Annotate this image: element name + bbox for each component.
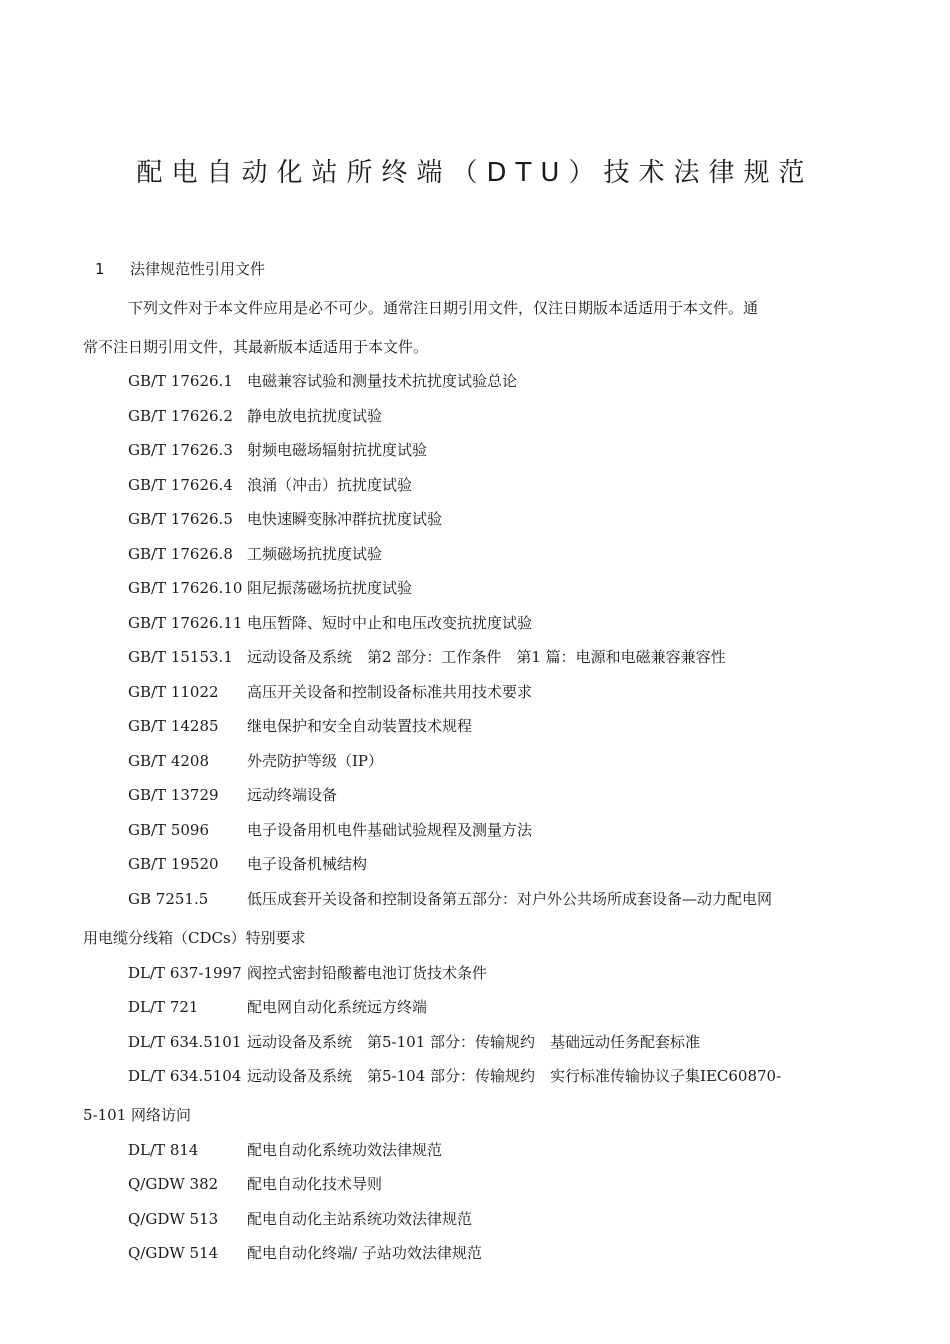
reference-title: 配电自动化系统功效法律规范 [247,1141,443,1159]
reference-item [128,1139,442,1160]
reference-item [128,962,487,983]
reference-title: 静电放电抗扰度试验 [247,407,383,425]
section-title: 法律规范性引用文件 [130,260,266,278]
reference-code: GB/T 17626.3 [128,441,233,459]
section-heading [95,258,265,279]
reference-item [128,996,427,1017]
document-title: 配电自动化站所终端（DTU）技术法律规范 [136,158,814,188]
reference-code: GB/T 17626.10 [128,579,243,597]
reference-title: 继电保护和安全自动装置技术规程 [247,717,473,735]
reference-code: DL/T 634.5101 [128,1033,242,1051]
reference-code: GB/T 11022 [128,683,219,701]
reference-code: DL/T 637-1997 [128,964,242,982]
reference-code: GB/T 17626.11 [128,614,243,632]
reference-title: 浪涌（冲击）抗扰度试验 [247,476,413,494]
reference-item [128,508,442,529]
reference-title: 远动终端设备 [247,786,338,804]
reference-title: 阀控式密封铅酸蓄电池订货技术条件 [247,964,488,982]
reference-item [128,1031,700,1052]
reference-title: 配电自动化主站系统功效法律规范 [247,1210,473,1228]
reference-item [128,853,367,874]
reference-title: 电压暂降、短时中止和电压改变抗扰度试验 [247,614,533,632]
reference-item [128,681,532,702]
reference-code: GB/T 4208 [128,752,210,770]
reference-code: GB/T 5096 [128,821,210,839]
reference-code: Q/GDW 382 [128,1175,219,1193]
reference-title: 电快速瞬变脉冲群抗扰度试验 [247,510,443,528]
reference-item [128,1242,482,1263]
reference-item [128,819,532,840]
reference-code: GB/T 17626.8 [128,545,233,563]
reference-item [128,1065,781,1086]
intro-paragraph-line-2: 常不注日期引用文件，其最新版本适适用于本文件。 [83,338,429,356]
reference-continuation: 5-101 网络访问 [83,1106,192,1124]
reference-item [128,405,382,426]
reference-title: 外壳防护等级（IP） [247,752,384,770]
reference-title: 配电自动化技术导则 [247,1175,383,1193]
reference-title: 远动设备及系统 第5-104 部分：传输规约 实行标准传输协议子集IEC60870- [247,1067,782,1085]
reference-item [128,715,472,736]
reference-code: GB/T 17626.1 [128,372,233,390]
reference-item [128,784,337,805]
reference-code: GB/T 19520 [128,855,219,873]
reference-continuation: 用电缆分线箱（CDCs）特别要求 [83,929,306,947]
reference-code: GB 7251.5 [128,890,209,908]
reference-title: 远动设备及系统 第2 部分：工作条件 第1 篇：电源和电磁兼容兼容性 [247,648,726,666]
reference-code: Q/GDW 514 [128,1244,219,1262]
reference-code: DL/T 721 [128,998,199,1016]
reference-title: 电子设备机械结构 [247,855,368,873]
reference-item [128,543,382,564]
reference-item [128,474,412,495]
reference-title: 高压开关设备和控制设备标准共用技术要求 [247,683,533,701]
reference-code: DL/T 634.5104 [128,1067,242,1085]
reference-title: 远动设备及系统 第5-101 部分：传输规约 基础远动任务配套标准 [247,1033,701,1051]
reference-title: 电子设备用机电件基础试验规程及测量方法 [247,821,533,839]
reference-item [128,439,427,460]
intro-paragraph-line-1: 下列文件对于本文件应用是必不可少。通常注日期引用文件，仅注日期版本适适用于本文件。通 [128,299,759,317]
reference-item [128,370,517,391]
reference-title: 低压成套开关设备和控制设备第五部分：对户外公共场所成套设备—动力配电网 [247,890,773,908]
reference-item [128,646,726,667]
reference-item [128,888,772,909]
reference-code: GB/T 14285 [128,717,219,735]
reference-code: GB/T 15153.1 [128,648,233,666]
reference-code: GB/T 17626.2 [128,407,233,425]
reference-title: 射频电磁场辐射抗扰度试验 [247,441,428,459]
reference-item [128,1208,472,1229]
reference-code: GB/T 17626.4 [128,476,233,494]
reference-item [128,750,383,771]
reference-title: 电磁兼容试验和测量技术抗扰度试验总论 [247,372,518,390]
reference-title: 配电自动化终端/ 子站功效法律规范 [247,1244,482,1262]
reference-code: Q/GDW 513 [128,1210,219,1228]
reference-code: GB/T 17626.5 [128,510,233,528]
reference-code: DL/T 814 [128,1141,199,1159]
section-number: 1 [95,260,105,278]
reference-item [128,612,532,633]
reference-item [128,1173,382,1194]
reference-item [128,577,412,598]
reference-title: 工频磁场抗扰度试验 [247,545,383,563]
reference-title: 阻尼振荡磁场抗扰度试验 [247,579,413,597]
reference-title: 配电网自动化系统远方终端 [247,998,428,1016]
reference-code: GB/T 13729 [128,786,219,804]
